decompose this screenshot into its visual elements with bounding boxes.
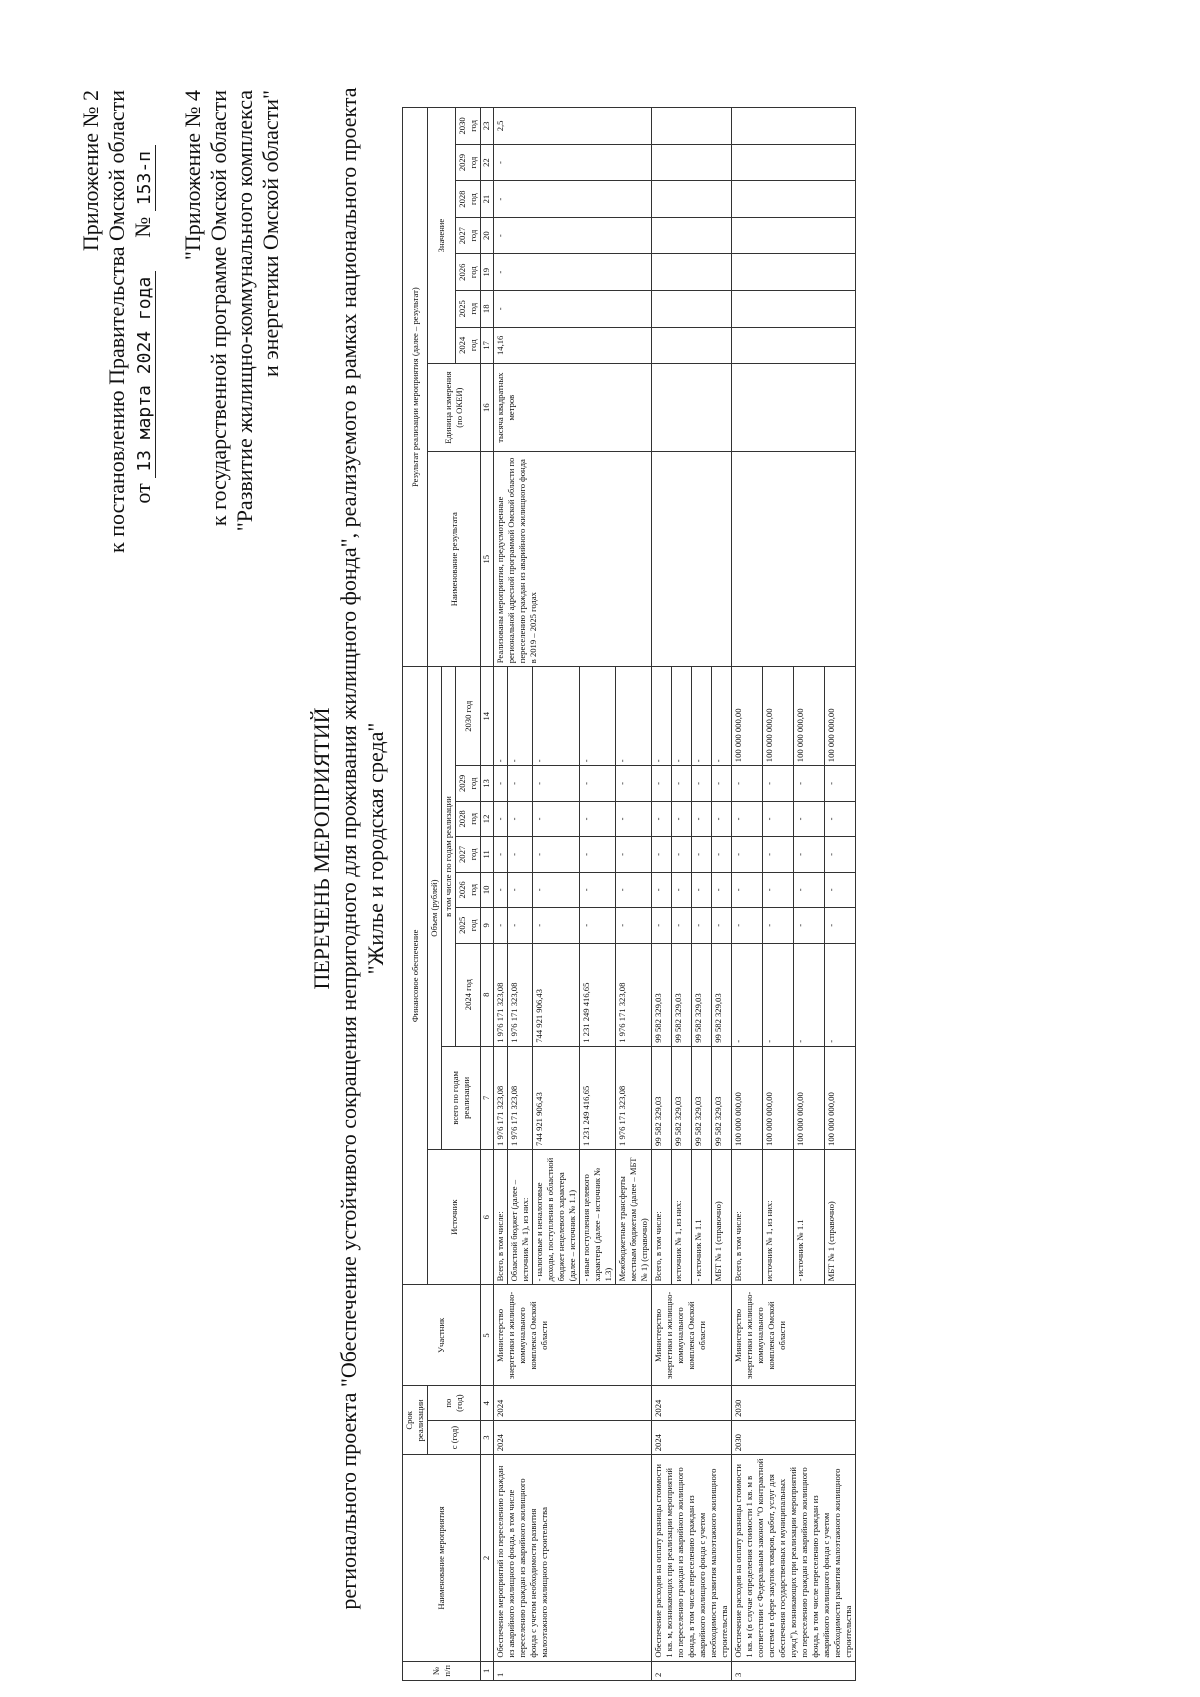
result-value-2026: - xyxy=(494,254,652,291)
funding-year-2024: 1 231 249 416,65 xyxy=(580,943,616,1046)
funding-year-2029: - xyxy=(652,766,672,801)
number-label: № xyxy=(130,216,155,238)
value-year-2029: 2029 год xyxy=(456,144,481,181)
funding-source: источник № 1, из них: xyxy=(763,1149,794,1284)
resolution-date: 13 марта 2024 года xyxy=(134,271,156,478)
header-unit: Единица измерения (по ОКЕИ) xyxy=(428,364,481,452)
funding-year-2025: - xyxy=(825,908,856,943)
result-value-2028: - xyxy=(494,181,652,218)
funding-year-2029: - xyxy=(494,766,508,801)
header-year-2030: 2030 год xyxy=(456,667,481,766)
header-finance: Финансовое обеспечение xyxy=(403,667,428,1285)
funding-year-2026: - xyxy=(672,872,692,907)
measure-to-year: 2030 xyxy=(732,1386,856,1420)
funding-source: Всего, в том числе: xyxy=(652,1149,672,1284)
funding-total: 100 000 000,00 xyxy=(763,1046,794,1149)
value-year-2025: 2025 год xyxy=(456,290,481,327)
column-number: 5 xyxy=(481,1285,494,1386)
funding-year-2025: - xyxy=(794,908,825,943)
column-number: 8 xyxy=(481,943,494,1046)
result-empty-cell xyxy=(732,254,856,291)
funding-year-2025: - xyxy=(494,908,508,943)
funding-year-2025: - xyxy=(712,908,732,943)
column-number: 18 xyxy=(481,290,494,327)
appendix-4-header xyxy=(180,90,284,531)
funding-year-2030: - xyxy=(508,667,533,766)
funding-source: Межбюджетные трансферты местным бюджетам (далее – МБТ № 1) (справочно) xyxy=(616,1149,652,1284)
funding-year-2025: - xyxy=(763,908,794,943)
result-empty-cell xyxy=(652,327,732,364)
result-empty-cell xyxy=(652,181,732,218)
funding-year-2027: - xyxy=(616,837,652,872)
funding-total: 744 921 906,43 xyxy=(533,1046,580,1149)
funding-year-2029: - xyxy=(508,766,533,801)
measure-participant: Министерство энергетики и жилищно-коммунального комплекса Омской области xyxy=(732,1285,856,1386)
funding-year-2026: - xyxy=(825,872,856,907)
funding-total: 1 976 171 323,08 xyxy=(508,1046,533,1149)
funding-year-2030: 100 000 000,00 xyxy=(732,667,763,766)
funding-year-2030: 100 000 000,00 xyxy=(763,667,794,766)
funding-year-2027: - xyxy=(692,837,712,872)
funding-year-2030: - xyxy=(580,667,616,766)
measure-number: 1 xyxy=(494,1661,652,1680)
measure-from-year: 2030 xyxy=(732,1420,856,1454)
title-main: ПЕРЕЧЕНЬ МЕРОПРИЯТИЙ xyxy=(309,707,334,990)
result-empty-cell xyxy=(652,217,732,254)
funding-year-2029: - xyxy=(616,766,652,801)
funding-total: 1 231 249 416,65 xyxy=(580,1046,616,1149)
from-label: от xyxy=(130,483,155,504)
funding-year-2029: - xyxy=(672,766,692,801)
funding-year-2030: 100 000 000,00 xyxy=(825,667,856,766)
column-number: 7 xyxy=(481,1046,494,1149)
appendix-2-date-line xyxy=(130,90,158,553)
funding-year-2026: - xyxy=(794,872,825,907)
appendix-4-program-name-1: "Развитие жилищно-коммунального комплекса xyxy=(232,90,257,532)
funding-year-2027: - xyxy=(494,837,508,872)
funding-source: МБТ № 1 (справочно) xyxy=(712,1149,732,1284)
funding-year-2027: - xyxy=(508,837,533,872)
funding-year-2024: - xyxy=(732,943,763,1046)
result-empty-cell xyxy=(652,290,732,327)
column-number: 17 xyxy=(481,327,494,364)
column-number: 21 xyxy=(481,181,494,218)
funding-year-2029: - xyxy=(825,766,856,801)
measure-name: Обеспечение расходов на оплату разницы стоимости 1 кв. м (в случае определения стоимости 1 кв. м в соответствии с Федеральным законом "О контрактной системе в сфере закупок товаров, работ, услуг для обеспечения государственных и муниципальных нужд"), возникающих при реализации мероприятий по переселению граждан из аварийного жилищного фонда, в том числе переселению граждан из аварийного жилищного фонда с учетом необходимости развития малоэтажного жилищного строительства xyxy=(732,1455,856,1661)
appendix-4-title: "Приложение № 4 xyxy=(180,90,205,261)
header-value: Значение xyxy=(428,108,456,364)
funding-year-2025: - xyxy=(580,908,616,943)
funding-total: 99 582 329,03 xyxy=(652,1046,672,1149)
funding-year-2025: - xyxy=(692,908,712,943)
value-year-2027: 2027 год xyxy=(456,217,481,254)
result-empty-cell xyxy=(732,144,856,181)
funding-source: - источник № 1.1 xyxy=(692,1149,712,1284)
funding-year-2025: - xyxy=(652,908,672,943)
funding-year-2027: - xyxy=(672,837,692,872)
header-year-2028: 2028 год xyxy=(456,801,481,836)
header-num: № п/п xyxy=(403,1661,481,1680)
funding-year-2029: - xyxy=(712,766,732,801)
column-number: 4 xyxy=(481,1386,494,1420)
funding-year-2024: - xyxy=(763,943,794,1046)
funding-year-2028: - xyxy=(652,801,672,836)
measure-to-year: 2024 xyxy=(652,1386,732,1420)
header-volume: Объем (рублей) xyxy=(428,667,442,1150)
measure-from-year: 2024 xyxy=(652,1420,732,1454)
funding-total: 99 582 329,03 xyxy=(712,1046,732,1149)
funding-year-2026: - xyxy=(533,872,580,907)
funding-source: Всего, в том числе: xyxy=(494,1149,508,1284)
value-year-2026: 2026 год xyxy=(456,254,481,291)
funding-year-2025: - xyxy=(616,908,652,943)
funding-year-2026: - xyxy=(508,872,533,907)
result-empty-cell xyxy=(732,364,856,452)
column-number: 23 xyxy=(481,108,494,145)
funding-year-2026: - xyxy=(692,872,712,907)
table-row xyxy=(732,108,763,1681)
funding-year-2028: - xyxy=(763,801,794,836)
funding-year-2024: - xyxy=(794,943,825,1046)
result-empty-cell xyxy=(652,254,732,291)
measure-name: Обеспечение мероприятий по переселению граждан из аварийного жилищного фонда, в том числе переселению граждан из аварийного жилищного фонда с учетом необходимости развития малоэтажного жилищного строительства xyxy=(494,1455,652,1661)
funding-year-2028: - xyxy=(672,801,692,836)
measure-participant: Министерство энергетики и жилищно-коммунального комплекса Омской области xyxy=(652,1285,732,1386)
measure-from-year: 2024 xyxy=(494,1420,652,1454)
header-year-2025: 2025 год xyxy=(456,908,481,943)
funding-year-2027: - xyxy=(794,837,825,872)
funding-year-2030: - xyxy=(616,667,652,766)
result-empty-cell xyxy=(652,364,732,452)
funding-year-2028: - xyxy=(692,801,712,836)
title-national-project: "Жилье и городская среда" xyxy=(363,722,388,975)
value-year-2024: 2024 год xyxy=(456,327,481,364)
value-year-2030: 2030 год xyxy=(456,108,481,145)
funding-year-2026: - xyxy=(494,872,508,907)
funding-year-2026: - xyxy=(732,872,763,907)
funding-year-2025: - xyxy=(732,908,763,943)
header-term: Срок реализации xyxy=(403,1386,428,1455)
funding-year-2027: - xyxy=(533,837,580,872)
result-value-2025: - xyxy=(494,290,652,327)
result-empty-cell xyxy=(652,144,732,181)
funding-source: Областной бюджет (далее – источник № 1), из них: xyxy=(508,1149,533,1284)
value-year-2028: 2028 год xyxy=(456,181,481,218)
funding-year-2025: - xyxy=(508,908,533,943)
column-number: 10 xyxy=(481,872,494,907)
funding-year-2026: - xyxy=(580,872,616,907)
funding-year-2024: - xyxy=(825,943,856,1046)
funding-year-2026: - xyxy=(652,872,672,907)
appendix-2-title: Приложение № 2 xyxy=(78,90,103,252)
measure-name: Обеспечение расходов на оплату разницы стоимости 1 кв. м, возникающих при реализации мероприятий по переселению граждан из аварийного жилищного фонда, в том числе переселению граждан из аварийного жилищного фонда с учетом необходимости развития малоэтажного жилищного строительства xyxy=(652,1455,732,1661)
funding-year-2026: - xyxy=(763,872,794,907)
header-participant: Участник xyxy=(403,1285,481,1386)
funding-year-2030: - xyxy=(712,667,732,766)
funding-year-2030: - xyxy=(494,667,508,766)
funding-source: Всего, в том числе: xyxy=(732,1149,763,1284)
funding-year-2024: 99 582 329,03 xyxy=(692,943,712,1046)
funding-year-2027: - xyxy=(580,837,616,872)
funding-year-2029: - xyxy=(763,766,794,801)
funding-year-2030: - xyxy=(652,667,672,766)
funding-source: - налоговые и неналоговые доходы, поступления в областной бюджет нецелевого характера (далее – источник № 1.1) xyxy=(533,1149,580,1284)
funding-year-2030: - xyxy=(533,667,580,766)
funding-year-2026: - xyxy=(712,872,732,907)
funding-year-2028: - xyxy=(712,801,732,836)
result-empty-cell xyxy=(732,452,856,667)
appendix-4-program-name-2: и энергетики Омской области" xyxy=(258,90,283,378)
column-number: 2 xyxy=(481,1455,494,1661)
table-row xyxy=(494,108,508,1681)
funding-year-2029: - xyxy=(580,766,616,801)
header-by-years: в том числе по годам реализации xyxy=(442,667,456,1047)
table-body xyxy=(494,108,856,1681)
result-empty-cell xyxy=(652,452,732,667)
funding-year-2029: - xyxy=(692,766,712,801)
document-title xyxy=(308,0,389,1697)
measure-participant: Министерство энергетики и жилищно-коммунального комплекса Омской области xyxy=(494,1285,652,1386)
title-subtitle: регионального проекта "Обеспечение устойчивого сокращения непригодного для проживания жилищного фонда", реализуемого в рамках национального проекта xyxy=(336,87,361,1610)
result-empty-cell xyxy=(732,108,856,145)
funding-year-2027: - xyxy=(732,837,763,872)
result-value-2030: 2,5 xyxy=(494,108,652,145)
funding-year-2024: 1 976 171 323,08 xyxy=(616,943,652,1046)
funding-source: - иные поступления целевого характера (далее – источник № 1.3) xyxy=(580,1149,616,1284)
result-empty-cell xyxy=(732,290,856,327)
column-number: 15 xyxy=(481,452,494,667)
funding-source: МБТ № 1 (справочно) xyxy=(825,1149,856,1284)
measure-number: 3 xyxy=(732,1661,856,1680)
result-empty-cell xyxy=(652,108,732,145)
result-empty-cell xyxy=(732,327,856,364)
appendix-4-program: к государственной программе Омской области xyxy=(206,90,231,527)
funding-year-2025: - xyxy=(672,908,692,943)
funding-year-2028: - xyxy=(732,801,763,836)
funding-year-2028: - xyxy=(794,801,825,836)
resolution-number: 153-п xyxy=(134,145,156,211)
column-number: 9 xyxy=(481,908,494,943)
column-number: 1 xyxy=(481,1661,494,1680)
result-value-2027: - xyxy=(494,217,652,254)
funding-source: - источник № 1.1 xyxy=(794,1149,825,1284)
result-empty-cell xyxy=(732,181,856,218)
column-number: 14 xyxy=(481,667,494,766)
funding-year-2027: - xyxy=(712,837,732,872)
result-empty-cell xyxy=(732,217,856,254)
column-number: 16 xyxy=(481,364,494,452)
column-number: 13 xyxy=(481,766,494,801)
header-from: с (год) xyxy=(428,1420,481,1454)
header-result-name: Наименование результата xyxy=(428,452,481,667)
appendix-2-resolution: к постановлению Правительства Омской области xyxy=(104,90,129,553)
header-result: Результат реализации мероприятия (далее – результат) xyxy=(403,108,428,667)
funding-year-2028: - xyxy=(494,801,508,836)
table-row xyxy=(652,108,672,1681)
funding-year-2028: - xyxy=(825,801,856,836)
header-year-2024: 2024 год xyxy=(456,943,481,1046)
funding-year-2027: - xyxy=(825,837,856,872)
funding-year-2027: - xyxy=(652,837,672,872)
funding-year-2024: 744 921 906,43 xyxy=(533,943,580,1046)
funding-total: 1 976 171 323,08 xyxy=(494,1046,508,1149)
funding-year-2027: - xyxy=(763,837,794,872)
result-name: Реализованы мероприятия, предусмотренные региональной адресной программой Омской области по переселению граждан из аварийного жилищного фонда в 2019 – 2025 годах xyxy=(494,452,652,667)
header-year-2027: 2027 год xyxy=(456,837,481,872)
funding-year-2024: 99 582 329,03 xyxy=(652,943,672,1046)
funding-year-2024: 99 582 329,03 xyxy=(672,943,692,1046)
funding-year-2029: - xyxy=(732,766,763,801)
funding-year-2024: 1 976 171 323,08 xyxy=(494,943,508,1046)
header-name: Наименование мероприятия xyxy=(403,1455,481,1661)
measure-to-year: 2024 xyxy=(494,1386,652,1420)
funding-year-2030: - xyxy=(692,667,712,766)
column-number: 6 xyxy=(481,1149,494,1284)
funding-year-2026: - xyxy=(616,872,652,907)
result-unit: тысяча квадратных метров xyxy=(494,364,652,452)
header-sources: Источник xyxy=(428,1149,481,1284)
funding-year-2029: - xyxy=(533,766,580,801)
measure-number: 2 xyxy=(652,1661,732,1680)
header-year-2029: 2029 год xyxy=(456,766,481,801)
funding-year-2024: 99 582 329,03 xyxy=(712,943,732,1046)
funding-source: источник № 1, из них: xyxy=(672,1149,692,1284)
table-header xyxy=(403,108,494,1681)
column-number: 11 xyxy=(481,837,494,872)
funding-total: 99 582 329,03 xyxy=(672,1046,692,1149)
funding-year-2024: 1 976 171 323,08 xyxy=(508,943,533,1046)
funding-year-2030: 100 000 000,00 xyxy=(794,667,825,766)
result-value-2024: 14,16 xyxy=(494,327,652,364)
funding-year-2028: - xyxy=(508,801,533,836)
column-number: 20 xyxy=(481,217,494,254)
funding-year-2028: - xyxy=(616,801,652,836)
appendix-2-header xyxy=(78,90,158,553)
funding-total: 100 000 000,00 xyxy=(825,1046,856,1149)
measures-table xyxy=(402,107,856,1681)
funding-year-2030: - xyxy=(672,667,692,766)
funding-year-2025: - xyxy=(533,908,580,943)
column-number: 22 xyxy=(481,144,494,181)
funding-year-2028: - xyxy=(580,801,616,836)
column-numbers-row xyxy=(481,108,494,1681)
funding-total: 100 000 000,00 xyxy=(794,1046,825,1149)
column-number: 12 xyxy=(481,801,494,836)
header-total: всего по годам реализации xyxy=(442,1046,481,1149)
funding-total: 100 000 000,00 xyxy=(732,1046,763,1149)
header-to: по (год) xyxy=(428,1386,481,1420)
funding-year-2029: - xyxy=(794,766,825,801)
funding-total: 99 582 329,03 xyxy=(692,1046,712,1149)
funding-year-2028: - xyxy=(533,801,580,836)
column-number: 3 xyxy=(481,1420,494,1454)
funding-total: 1 976 171 323,08 xyxy=(616,1046,652,1149)
column-number: 19 xyxy=(481,254,494,291)
header-year-2026: 2026 год xyxy=(456,872,481,907)
result-value-2029: - xyxy=(494,144,652,181)
